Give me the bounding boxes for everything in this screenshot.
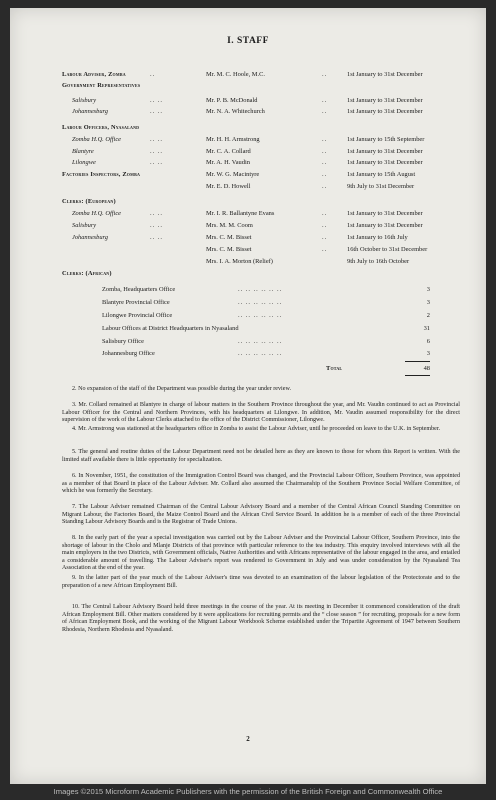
- office-label: Blantyre Provincial Office: [102, 299, 170, 306]
- leader-dots: .. ..: [150, 210, 163, 217]
- staff-row: [10, 233, 486, 243]
- african-clerks-heading-row: [10, 269, 486, 279]
- leader-dots: ..: [322, 136, 328, 143]
- staff-name: Mrs. I. A. Morton (Relief): [206, 258, 273, 265]
- staff-name: Mr. P. B. McDonald: [206, 97, 258, 104]
- staff-label: Zomba H.Q. Office: [72, 136, 121, 143]
- document-page: [10, 8, 486, 784]
- clerk-count: 2: [426, 312, 430, 319]
- staff-row: [10, 123, 486, 133]
- leader-dots: .. ..: [150, 136, 163, 143]
- paragraph: 7. The Labour Adviser remained Chairman of the Central Labour Advisory Board and a member of the Central African Council Standing Committee on Migrant Labour, the Factories Board, the Maize Control Board and the African Civil Service Board. In addition he is a member of each of the three Provincial Standing Labour Advisory Boards and is the Registrar of Trade Unions.: [62, 504, 460, 526]
- african-clerks-row: [10, 298, 486, 308]
- african-clerks-row: [10, 324, 486, 334]
- staff-period: 1st January to 31st December: [347, 148, 423, 155]
- staff-label: Salisbury: [72, 222, 97, 229]
- copyright-footer: Images ©2015 Microform Academic Publishers with the permission of the British Foreign and Commonwealth Office: [0, 784, 496, 800]
- total-rule-bottom: [405, 375, 430, 376]
- leader-dots: .. ..: [150, 159, 163, 166]
- clerk-count: 3: [426, 350, 430, 357]
- office-label: Salisbury Office: [102, 338, 144, 345]
- staff-label: Johannesburg: [72, 108, 108, 115]
- staff-name: Mr. H. H. Armstrong: [206, 136, 260, 143]
- total-row: [10, 364, 486, 374]
- paragraph: 2. No expansion of the staff of the Department was possible during the year under review.: [72, 386, 291, 392]
- clerk-count: 3: [426, 286, 430, 293]
- staff-row: [10, 257, 486, 267]
- leader-dots: ..: [322, 222, 328, 229]
- african-clerks-row: [10, 337, 486, 347]
- staff-row: [10, 96, 486, 106]
- staff-period: 1st January to 16th July: [347, 234, 408, 241]
- leader-dots: ..: [322, 148, 328, 155]
- clerk-count: 6: [426, 338, 430, 345]
- african-clerks-row: [10, 349, 486, 359]
- staff-name: Mrs. M. M. Coom: [206, 222, 253, 229]
- staff-period: 16th October to 31st December: [347, 246, 428, 253]
- staff-name: Mr. M. C. Hoole, M.C.: [206, 71, 265, 78]
- staff-label: Lilongwe: [72, 159, 96, 166]
- staff-name: Mrs. C. M. Bisset: [206, 246, 252, 253]
- paragraph: 4. Mr. Armstrong was stationed at the headquarters office in Zomba to assist the Labour Adviser, until he proceeded on leave to the U.K. in September.: [72, 426, 441, 432]
- staff-period: 9th July to 16th October: [347, 258, 410, 265]
- staff-period: 9th July to 31st December: [347, 183, 415, 190]
- staff-row: [10, 182, 486, 192]
- african-clerks-row: [10, 311, 486, 321]
- staff-name: Mr. A. H. Vaudin: [206, 159, 250, 166]
- page-number: 2: [246, 735, 250, 743]
- office-label: Labour Offices at District Headquarters in Nyasaland: [102, 325, 239, 332]
- staff-period: 1st January to 31st December: [347, 159, 423, 166]
- staff-row: [10, 170, 486, 180]
- leader-dots: .. ..: [150, 148, 163, 155]
- clerk-count: 3: [426, 299, 430, 306]
- staff-row: [10, 81, 486, 91]
- african-clerks-row: [10, 285, 486, 295]
- office-label: Lilongwe Provincial Office: [102, 312, 173, 319]
- staff-row: [10, 221, 486, 231]
- leader-dots: ..: [322, 171, 328, 178]
- paragraph: 3. Mr. Collard remained at Blantyre in charge of labour matters in the Southern Province throughout the year, and Mr. Vaudin continued to act as Provincial Labour Officer for the Central and Northern Provinces, with his headquarters at Lilongwe. In addition, Mr. Vaudin assumed responsibility for the direct supervision of the work of the Labour Clerks attached to the office of the District Commissioner, Lilongwe.: [62, 402, 460, 424]
- leader-dots: .. .. .. .. .. ..: [238, 312, 283, 319]
- staff-label: Government Representatives: [62, 82, 141, 89]
- leader-dots: .. .. .. .. .. ..: [238, 338, 283, 345]
- staff-period: 1st January to 31st December: [347, 71, 423, 78]
- staff-label: Blantyre: [72, 148, 94, 155]
- african-clerks-heading: Clerks: (African): [62, 270, 112, 277]
- leader-dots: ..: [322, 108, 328, 115]
- leader-dots: ..: [322, 183, 328, 190]
- paragraph: 8. In the early part of the year a special investigation was carried out by the Labour Adviser and the Provincial Labour Officer, Southern Province, into the shortage of labour in the Cholo and Mlanje Districts of that province with particular reference to the tea industry. This enquiry involved interviews with all the main employers in the two Districts, with Government officials, Native Authorities and with Africans representative of the labour engaged in the area, and entailed a considerable amount of travelling. The Labour Adviser's report was rendered to Government in July and was under consideration by the Nyasaland Tea Association at the end of the year.: [62, 535, 460, 572]
- staff-name: Mr. I. R. Ballantyne Evans: [206, 210, 275, 217]
- leader-dots: ..: [322, 159, 328, 166]
- staff-row: [10, 147, 486, 157]
- total-value: 48: [423, 365, 430, 372]
- staff-period: 1st January to 15th September: [347, 136, 425, 143]
- staff-period: 1st January to 15th August: [347, 171, 416, 178]
- staff-name: Mrs. C. M. Bisset: [206, 234, 252, 241]
- staff-label: Johannesburg: [72, 234, 108, 241]
- staff-label: Labour Officers, Nyasaland: [62, 124, 140, 131]
- leader-dots: .. .. .. .. .. ..: [238, 299, 283, 306]
- paragraph: 6. In November, 1951, the constitution of the Immigration Control Board was changed, and the Provincial Labour Officer, Southern Province, was appointed as a member of that Board in place of the Labour Adviser. Mr. Collard also assumed the Chairmanship of the Southern Province Social Welfare Committee, of which he was formerly the Secretary.: [62, 473, 460, 495]
- staff-name: Mr. W. G. Macintyre: [206, 171, 260, 178]
- total-label: Total: [326, 365, 343, 372]
- leader-dots: .. ..: [150, 222, 163, 229]
- staff-label: Factories Inspectors, Zomba: [62, 171, 141, 178]
- staff-row: [10, 70, 486, 80]
- leader-dots: .. .. .. .. .. ..: [238, 286, 283, 293]
- leader-dots: ..: [322, 210, 328, 217]
- leader-dots: .. ..: [150, 97, 163, 104]
- section-heading: I. STAFF: [227, 36, 269, 46]
- staff-name: Mr. E. D. Howell: [206, 183, 251, 190]
- staff-period: 1st January to 31st December: [347, 222, 423, 229]
- staff-row: [10, 245, 486, 255]
- total-rule-top: [405, 361, 430, 362]
- staff-name: Mr. C. A. Collard: [206, 148, 251, 155]
- leader-dots: ..: [322, 97, 328, 104]
- leader-dots: ..: [322, 71, 328, 78]
- leader-dots: ..: [322, 246, 328, 253]
- paragraph: 10. The Central Labour Advisory Board held three meetings in the course of the year. At its meeting in December it commenced consideration of the draft African Employment Bill. Other matters considered by it were applications for recruiting permits and the “ close season ” for recruiting, proposals for a new form of African Employment Book, and the working of the Migrant Labour Workbook Scheme established under the Tripartite Agreement of 1947 between Southern Rhodesia, Northern Rhodesia and Nyasaland.: [62, 604, 460, 633]
- clerk-count: 31: [423, 325, 430, 332]
- staff-row: [10, 158, 486, 168]
- staff-label: Zomba H.Q. Office: [72, 210, 121, 217]
- staff-label: Salisbury: [72, 97, 97, 104]
- staff-row: [10, 197, 486, 207]
- paragraph: 9. In the latter part of the year much of the Labour Adviser's time was devoted to an examination of the labour legislation of the Protectorate and to the preparation of a new African Employment Bill.: [62, 575, 460, 589]
- leader-dots: ..: [150, 71, 156, 78]
- staff-period: 1st January to 31st December: [347, 108, 423, 115]
- leader-dots: .. ..: [150, 234, 163, 241]
- office-label: Zomba, Headquarters Office: [102, 286, 176, 293]
- paragraph: 5. The general and routine duties of the Labour Department need not be detailed here as they are known to those for whom this Report is written. With the limited staff available there is little opportunity for specialization.: [62, 449, 460, 463]
- leader-dots: ..: [322, 234, 328, 241]
- staff-period: 1st January to 31st December: [347, 97, 423, 104]
- staff-row: [10, 107, 486, 117]
- staff-row: [10, 135, 486, 145]
- office-label: Johannesburg Office: [102, 350, 155, 357]
- staff-label: Labour Adviser, Zomba: [62, 71, 126, 78]
- leader-dots: .. ..: [150, 108, 163, 115]
- staff-row: [10, 209, 486, 219]
- staff-name: Mr. N. A. Whitechurch: [206, 108, 265, 115]
- staff-label: Clerks: (European): [62, 198, 116, 205]
- staff-period: 1st January to 31st December: [347, 210, 423, 217]
- leader-dots: .. .. .. .. .. ..: [238, 350, 283, 357]
